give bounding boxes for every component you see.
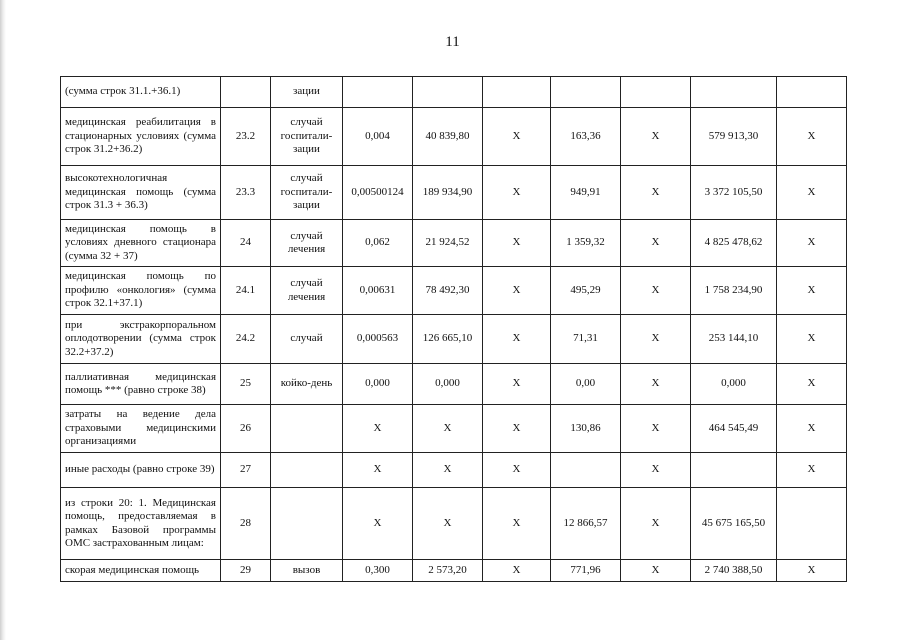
unit-cell: случай xyxy=(271,315,343,364)
value-cell: 495,29 xyxy=(551,267,621,315)
value-cell xyxy=(343,77,413,108)
value-cell xyxy=(621,77,691,108)
value-cell: 4 825 478,62 xyxy=(691,220,777,267)
table-row xyxy=(61,108,847,166)
value-cell: X xyxy=(413,453,483,488)
value-cell: 579 913,30 xyxy=(691,108,777,166)
row-name-cell: скорая медицинская помощь xyxy=(61,560,221,582)
financing-table xyxy=(60,76,847,582)
unit-cell xyxy=(271,488,343,560)
value-cell: 464 545,49 xyxy=(691,405,777,453)
value-cell: 71,31 xyxy=(551,315,621,364)
unit-cell: случай госпитали-зации xyxy=(271,108,343,166)
value-cell: X xyxy=(777,220,847,267)
value-cell: X xyxy=(777,166,847,220)
unit-cell: случай лечения xyxy=(271,267,343,315)
unit-cell xyxy=(271,453,343,488)
row-number-cell: 29 xyxy=(221,560,271,582)
row-name-cell: медицинская помощь в условиях дневного стационара (сумма 32 + 37) xyxy=(61,220,221,267)
value-cell: 163,36 xyxy=(551,108,621,166)
value-cell: 126 665,10 xyxy=(413,315,483,364)
value-cell: 0,062 xyxy=(343,220,413,267)
value-cell: 0,000 xyxy=(343,364,413,405)
value-cell: X xyxy=(621,364,691,405)
value-cell: 1 758 234,90 xyxy=(691,267,777,315)
value-cell: 253 144,10 xyxy=(691,315,777,364)
value-cell: 78 492,30 xyxy=(413,267,483,315)
scan-edge-shadow xyxy=(0,0,6,640)
value-cell: X xyxy=(621,488,691,560)
value-cell: X xyxy=(483,560,551,582)
unit-cell xyxy=(271,405,343,453)
value-cell: X xyxy=(621,108,691,166)
value-cell: X xyxy=(483,488,551,560)
value-cell xyxy=(777,77,847,108)
value-cell: 0,00500124 xyxy=(343,166,413,220)
value-cell: 3 372 105,50 xyxy=(691,166,777,220)
row-number-cell: 23.3 xyxy=(221,166,271,220)
row-number-cell xyxy=(221,77,271,108)
table-row xyxy=(61,453,847,488)
value-cell: X xyxy=(777,364,847,405)
table-row xyxy=(61,220,847,267)
value-cell: X xyxy=(777,315,847,364)
value-cell: X xyxy=(621,315,691,364)
row-number-cell: 25 xyxy=(221,364,271,405)
value-cell: 2 740 388,50 xyxy=(691,560,777,582)
value-cell: X xyxy=(777,560,847,582)
value-cell: X xyxy=(343,488,413,560)
page-number: 11 xyxy=(445,34,460,50)
value-cell: X xyxy=(413,405,483,453)
value-cell: X xyxy=(343,453,413,488)
value-cell: X xyxy=(777,453,847,488)
value-cell: X xyxy=(483,405,551,453)
row-name-cell: (сумма строк 31.1.+36.1) xyxy=(61,77,221,108)
value-cell xyxy=(691,77,777,108)
row-number-cell: 26 xyxy=(221,405,271,453)
value-cell: X xyxy=(621,453,691,488)
value-cell: 0,004 xyxy=(343,108,413,166)
row-name-cell: высокотехнологичная медицинская помощь (сумма строк 31.3 + 36.3) xyxy=(61,166,221,220)
value-cell: X xyxy=(777,267,847,315)
row-number-cell: 24.1 xyxy=(221,267,271,315)
value-cell: X xyxy=(621,220,691,267)
value-cell: 130,86 xyxy=(551,405,621,453)
value-cell: 0,300 xyxy=(343,560,413,582)
row-number-cell: 24.2 xyxy=(221,315,271,364)
value-cell: X xyxy=(483,108,551,166)
row-name-cell: из строки 20: 1. Медицинская помощь, предоставляемая в рамках Базовой программы ОМС застрахованным лицам: xyxy=(61,488,221,560)
value-cell: 12 866,57 xyxy=(551,488,621,560)
value-cell: 771,96 xyxy=(551,560,621,582)
row-name-cell: затраты на ведение дела страховыми медицинскими организациями xyxy=(61,405,221,453)
value-cell: 0,00631 xyxy=(343,267,413,315)
value-cell: 0,00 xyxy=(551,364,621,405)
value-cell xyxy=(777,488,847,560)
value-cell: 949,91 xyxy=(551,166,621,220)
value-cell: X xyxy=(483,220,551,267)
value-cell: X xyxy=(621,267,691,315)
value-cell: X xyxy=(777,405,847,453)
table-row xyxy=(61,364,847,405)
unit-cell: койко-день xyxy=(271,364,343,405)
table-row xyxy=(61,560,847,582)
value-cell: X xyxy=(621,166,691,220)
table-row xyxy=(61,405,847,453)
value-cell: X xyxy=(483,267,551,315)
row-number-cell: 24 xyxy=(221,220,271,267)
value-cell: 2 573,20 xyxy=(413,560,483,582)
row-name-cell: паллиативная медицинская помощь *** (равно строке 38) xyxy=(61,364,221,405)
unit-cell: случай лечения xyxy=(271,220,343,267)
value-cell xyxy=(413,77,483,108)
value-cell: 0,000 xyxy=(691,364,777,405)
table-row xyxy=(61,488,847,560)
value-cell: X xyxy=(621,405,691,453)
row-number-cell: 23.2 xyxy=(221,108,271,166)
table-row xyxy=(61,315,847,364)
value-cell: 189 934,90 xyxy=(413,166,483,220)
value-cell: 45 675 165,50 xyxy=(691,488,777,560)
row-name-cell: иные расходы (равно строке 39) xyxy=(61,453,221,488)
value-cell: X xyxy=(343,405,413,453)
unit-cell: вызов xyxy=(271,560,343,582)
table-row xyxy=(61,166,847,220)
row-number-cell: 28 xyxy=(221,488,271,560)
value-cell xyxy=(551,77,621,108)
row-name-cell: медицинская реабилитация в стационарных условиях (сумма строк 31.2+36.2) xyxy=(61,108,221,166)
row-number-cell: 27 xyxy=(221,453,271,488)
value-cell: X xyxy=(483,453,551,488)
value-cell: 1 359,32 xyxy=(551,220,621,267)
value-cell: X xyxy=(483,315,551,364)
value-cell: X xyxy=(621,560,691,582)
value-cell: X xyxy=(483,364,551,405)
value-cell xyxy=(691,453,777,488)
value-cell: 0,000 xyxy=(413,364,483,405)
table-row xyxy=(61,77,847,108)
row-name-cell: при экстракорпоральном оплодотворении (сумма строк 32.2+37.2) xyxy=(61,315,221,364)
value-cell: 0,000563 xyxy=(343,315,413,364)
value-cell: X xyxy=(413,488,483,560)
value-cell: X xyxy=(483,166,551,220)
value-cell: 21 924,52 xyxy=(413,220,483,267)
value-cell: 40 839,80 xyxy=(413,108,483,166)
value-cell: X xyxy=(777,108,847,166)
row-name-cell: медицинская помощь по профилю «онкология» (сумма строк 32.1+37.1) xyxy=(61,267,221,315)
table-row xyxy=(61,267,847,315)
value-cell xyxy=(483,77,551,108)
unit-cell: случай госпитали-зации xyxy=(271,166,343,220)
value-cell xyxy=(551,453,621,488)
unit-cell: зации xyxy=(271,77,343,108)
